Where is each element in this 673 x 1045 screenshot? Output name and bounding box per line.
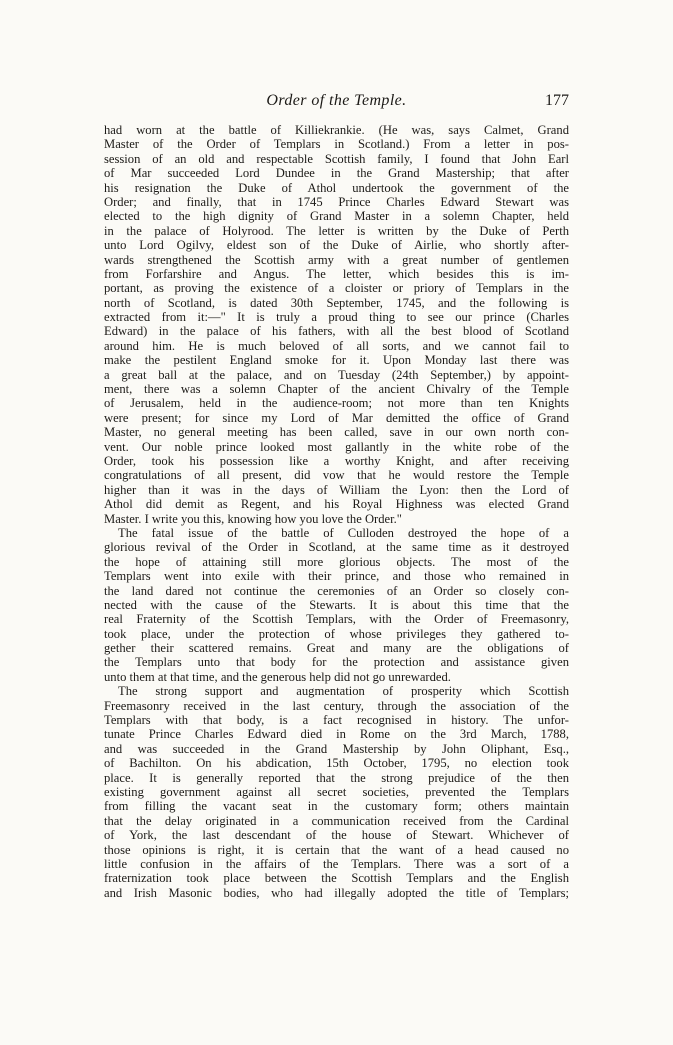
- text-line: Freemasonry received in the last century, through the association of the: [104, 698, 569, 713]
- text-line: wards strengthened the Scottish army with a great number of gentlemen: [104, 252, 569, 267]
- page-number: 177: [545, 92, 569, 109]
- text-line: of York, the last descendant of the house of Stewart. Whichever of: [104, 828, 569, 843]
- text-line: of Mar succeeded Lord Dundee in the Grand Mastership; that after: [104, 166, 569, 181]
- text-line: a great ball at the palace, and on Tuesday (24th September,) by appoint-: [104, 367, 569, 382]
- text-line: his resignation the Duke of Athol undertook the government of the: [104, 180, 569, 195]
- text-line: the hope of attaining still more glorious objects. The most of the: [104, 554, 569, 569]
- text-line: place. It is generally reported that the strong prejudice of the then: [104, 770, 569, 785]
- text-line: of Jerusalem, held in the audience-room; not more than ten Knights: [104, 396, 569, 411]
- text-line: The strong support and augmentation of prosperity which Scottish: [118, 684, 569, 699]
- text-line: that the delay originated in a communication received from the Cardinal: [104, 813, 569, 828]
- body-text: [104, 123, 569, 900]
- text-line: in the palace of Holyrood. The letter is written by the Duke of Perth: [104, 223, 569, 238]
- text-line: nected with the cause of the Stewarts. It is about this time that the: [104, 597, 569, 612]
- text-line: Master, no general meeting has been called, save in our own north con-: [104, 425, 569, 440]
- text-line: existing government against all secret societies, prevented the Templars: [104, 784, 569, 799]
- text-line: congratulations of all present, did vow that he would restore the Temple: [104, 468, 569, 483]
- text-line: extracted from it:—" It is truly a proud thing to see our prince (Charles: [104, 310, 569, 325]
- text-line: and Irish Masonic bodies, who had illegally adopted the title of Templars;: [104, 885, 569, 900]
- text-line: Master. I write you this, knowing how you love the Order.": [104, 511, 402, 526]
- text-line: were present; for since my Lord of Mar demitted the office of Grand: [104, 410, 569, 425]
- text-line: north of Scotland, is dated 30th September, 1745, and the following is: [104, 295, 569, 310]
- text-line: Order, took his possession like a worthy Knight, and after receiving: [104, 453, 569, 468]
- text-line: session of an old and respectable Scottish family, I found that John Earl: [104, 151, 569, 166]
- text-line: and was succeeded in the Grand Mastership by John Oliphant, Esq.,: [104, 741, 569, 756]
- text-line: gether their scattered remains. Great and many are the obligations of: [104, 641, 569, 656]
- text-line: fraternization took place between the Scottish Templars and the English: [104, 871, 569, 886]
- text-line: higher than it was in the days of William the Lyon: then the Lord of: [104, 482, 569, 497]
- text-line: of Bachilton. On his abdication, 15th October, 1795, no election took: [104, 756, 569, 771]
- text-line: had worn at the battle of Killiekrankie. (He was, says Calmet, Grand: [104, 123, 569, 137]
- text-line: Master of the Order of Templars in Scotland.) From a letter in pos-: [104, 137, 569, 152]
- text-line: Edward) in the palace of his fathers, with all the best blood of Scotland: [104, 324, 569, 339]
- text-line: those opinions is right, it is certain that the want of a head caused no: [104, 842, 569, 857]
- text-line: unto Lord Ogilvy, eldest son of the Duke of Airlie, who shortly after-: [104, 238, 569, 253]
- text-line: Athol did demit as Regent, and his Royal Highness was elected Grand: [104, 497, 569, 512]
- text-line: Templars with that body, is a fact recognised in history. The unfor-: [104, 713, 569, 728]
- text-line: unto them at that time, and the generous help did not go unrewarded.: [104, 669, 451, 684]
- text-line: from Forfarshire and Angus. The letter, which besides this is im-: [104, 266, 569, 281]
- text-line: Templars went into exile with their prince, and those who remained in: [104, 569, 569, 584]
- text-line: Order; and finally, that in 1745 Prince Charles Edward Stewart was: [104, 194, 569, 209]
- running-title: Order of the Temple.: [266, 92, 407, 109]
- text-line: took place, under the protection of whose privileges they gathered to-: [104, 626, 569, 641]
- text-line: make the pestilent England smoke for it. Upon Monday last there was: [104, 353, 569, 368]
- text-line: portant, as proving the existence of a cloister or priory of Templars in the: [104, 281, 569, 296]
- text-line: from filling the vacant seat in the customary form; others maintain: [104, 799, 569, 814]
- text-line: glorious revival of the Order in Scotland, at the same time as it destroyed: [104, 540, 569, 555]
- text-line: little confusion in the affairs of the Templars. There was a sort of a: [104, 856, 569, 871]
- text-line: the land dared not continue the ceremonies of an Order so closely con-: [104, 583, 569, 598]
- text-line: the Templars unto that body for the protection and assistance given: [104, 655, 569, 670]
- text-line: elected to the high dignity of Grand Master in a solemn Chapter, held: [104, 209, 569, 224]
- text-line: real Fraternity of the Scottish Templars, with the Order of Freemasonry,: [104, 612, 569, 627]
- text-line: around him. He is much beloved of all sorts, and we cannot fail to: [104, 338, 569, 353]
- text-line: vent. Our noble prince looked most gallantly in the white robe of the: [104, 439, 569, 454]
- page-header: [104, 92, 569, 116]
- text-line: tunate Prince Charles Edward died in Rome on the 3rd March, 1788,: [104, 727, 569, 742]
- text-line: ment, there was a solemn Chapter of the ancient Chivalry of the Temple: [104, 382, 569, 397]
- text-line: The fatal issue of the battle of Culloden destroyed the hope of a: [118, 525, 569, 540]
